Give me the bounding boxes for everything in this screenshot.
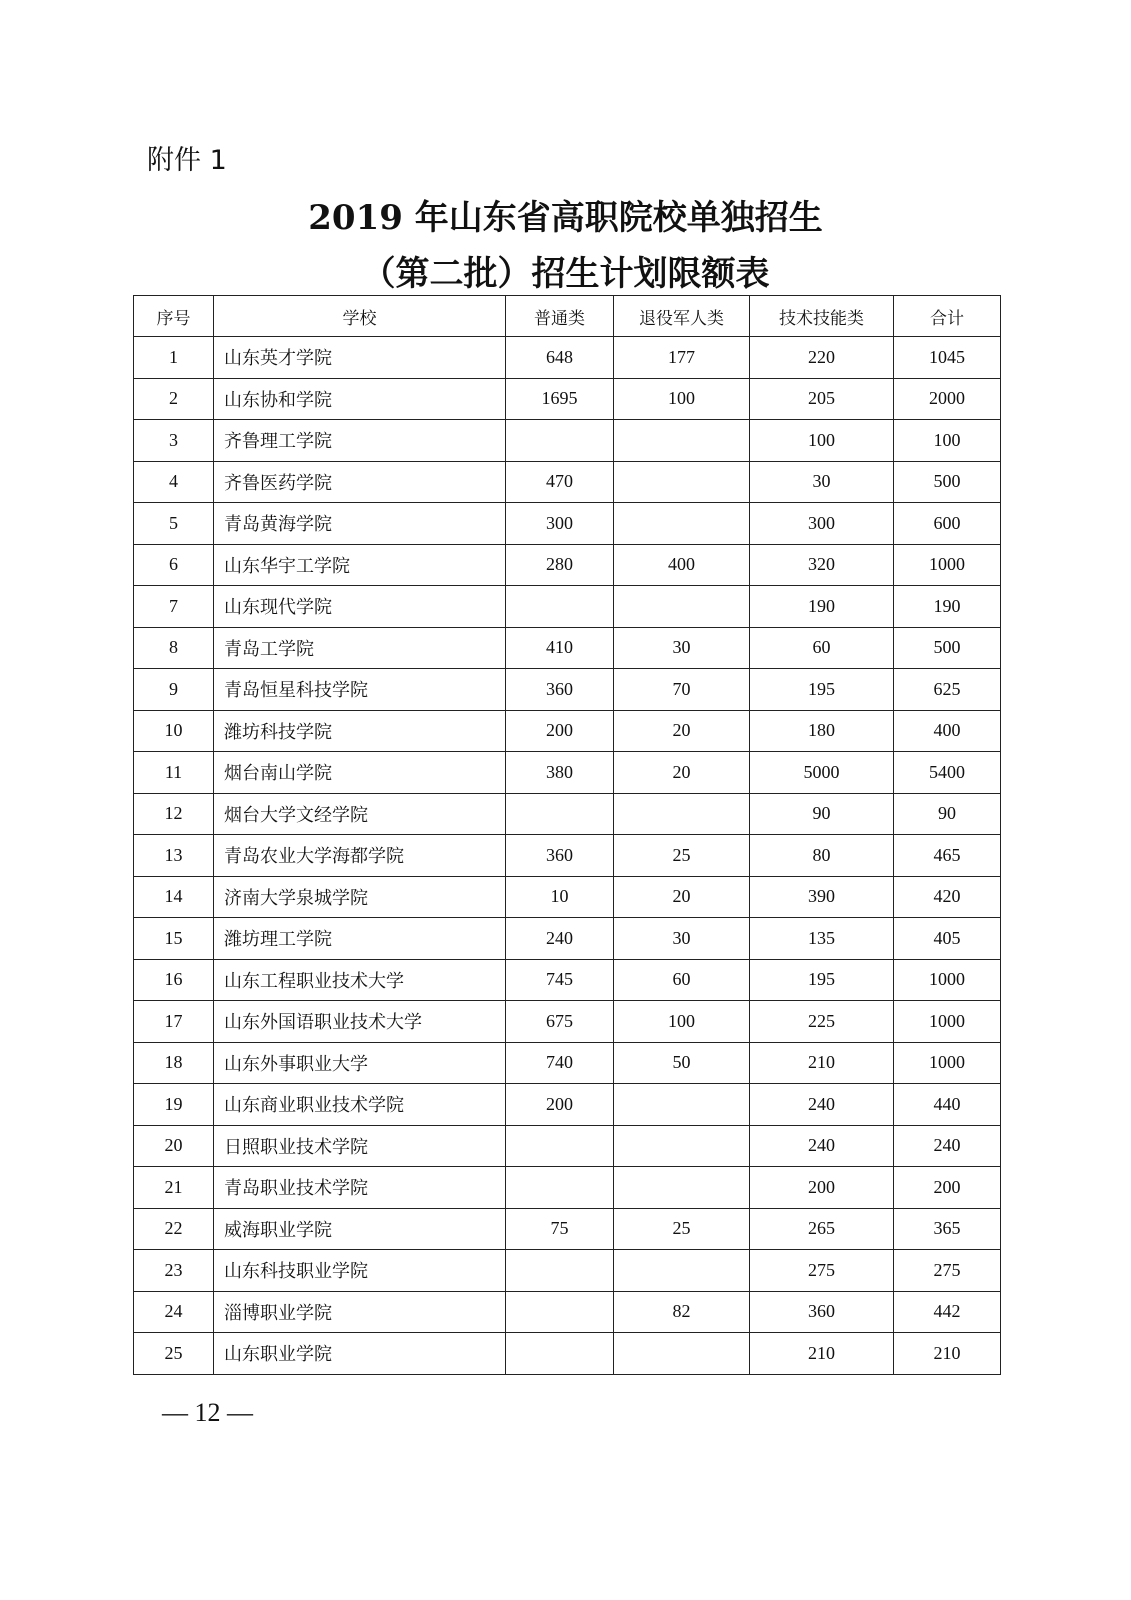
cell-total: 190 xyxy=(894,586,1001,628)
cell-technical: 300 xyxy=(750,503,894,545)
cell-total: 100 xyxy=(894,420,1001,462)
table-row xyxy=(134,1333,1001,1375)
cell-veterans: 50 xyxy=(614,1042,750,1084)
cell-total: 600 xyxy=(894,503,1001,545)
cell-veterans: 30 xyxy=(614,918,750,960)
header-index: 序号 xyxy=(134,296,214,337)
cell-technical: 210 xyxy=(750,1042,894,1084)
table-header-row xyxy=(134,296,1001,337)
table-row xyxy=(134,1250,1001,1292)
cell-technical: 80 xyxy=(750,835,894,877)
cell-index: 14 xyxy=(134,876,214,918)
cell-school: 山东外事职业大学 xyxy=(214,1042,506,1084)
cell-veterans xyxy=(614,1250,750,1292)
cell-general: 740 xyxy=(506,1042,614,1084)
cell-technical: 205 xyxy=(750,378,894,420)
cell-total: 1000 xyxy=(894,1042,1001,1084)
cell-index: 21 xyxy=(134,1167,214,1209)
cell-technical: 225 xyxy=(750,1001,894,1043)
table-row xyxy=(134,959,1001,1001)
cell-technical: 60 xyxy=(750,627,894,669)
cell-technical: 360 xyxy=(750,1291,894,1333)
cell-index: 12 xyxy=(134,793,214,835)
cell-general: 75 xyxy=(506,1208,614,1250)
enrollment-plan-table xyxy=(133,295,1001,1375)
cell-school: 山东现代学院 xyxy=(214,586,506,628)
table-row xyxy=(134,586,1001,628)
cell-general xyxy=(506,1291,614,1333)
cell-index: 9 xyxy=(134,669,214,711)
cell-total: 420 xyxy=(894,876,1001,918)
cell-general xyxy=(506,1333,614,1375)
cell-veterans: 400 xyxy=(614,544,750,586)
cell-veterans: 100 xyxy=(614,378,750,420)
cell-veterans: 30 xyxy=(614,627,750,669)
cell-total: 5400 xyxy=(894,752,1001,794)
page-number: — 12 — xyxy=(162,1398,253,1427)
cell-index: 25 xyxy=(134,1333,214,1375)
cell-technical: 220 xyxy=(750,337,894,379)
table-row xyxy=(134,918,1001,960)
cell-veterans: 60 xyxy=(614,959,750,1001)
cell-index: 22 xyxy=(134,1208,214,1250)
cell-total: 405 xyxy=(894,918,1001,960)
cell-technical: 240 xyxy=(750,1125,894,1167)
cell-technical: 210 xyxy=(750,1333,894,1375)
cell-total: 625 xyxy=(894,669,1001,711)
cell-general xyxy=(506,1250,614,1292)
cell-index: 17 xyxy=(134,1001,214,1043)
cell-general: 1695 xyxy=(506,378,614,420)
cell-general xyxy=(506,586,614,628)
cell-general: 360 xyxy=(506,835,614,877)
cell-technical: 195 xyxy=(750,959,894,1001)
cell-index: 6 xyxy=(134,544,214,586)
cell-school: 山东工程职业技术大学 xyxy=(214,959,506,1001)
cell-total: 200 xyxy=(894,1167,1001,1209)
cell-index: 18 xyxy=(134,1042,214,1084)
cell-general: 470 xyxy=(506,461,614,503)
cell-index: 10 xyxy=(134,710,214,752)
table-row xyxy=(134,1042,1001,1084)
cell-index: 20 xyxy=(134,1125,214,1167)
cell-technical: 275 xyxy=(750,1250,894,1292)
table-row xyxy=(134,1291,1001,1333)
cell-general: 360 xyxy=(506,669,614,711)
table-row xyxy=(134,337,1001,379)
table-row xyxy=(134,627,1001,669)
cell-school: 青岛工学院 xyxy=(214,627,506,669)
cell-total: 2000 xyxy=(894,378,1001,420)
cell-veterans: 70 xyxy=(614,669,750,711)
cell-total: 365 xyxy=(894,1208,1001,1250)
cell-index: 4 xyxy=(134,461,214,503)
cell-school: 淄博职业学院 xyxy=(214,1291,506,1333)
cell-total: 500 xyxy=(894,461,1001,503)
cell-technical: 240 xyxy=(750,1084,894,1126)
cell-total: 440 xyxy=(894,1084,1001,1126)
cell-veterans xyxy=(614,1167,750,1209)
cell-technical: 180 xyxy=(750,710,894,752)
cell-index: 19 xyxy=(134,1084,214,1126)
cell-technical: 30 xyxy=(750,461,894,503)
cell-veterans xyxy=(614,503,750,545)
cell-technical: 135 xyxy=(750,918,894,960)
cell-school: 威海职业学院 xyxy=(214,1208,506,1250)
cell-school: 济南大学泉城学院 xyxy=(214,876,506,918)
cell-veterans xyxy=(614,1084,750,1126)
cell-veterans: 25 xyxy=(614,1208,750,1250)
cell-index: 23 xyxy=(134,1250,214,1292)
cell-veterans: 82 xyxy=(614,1291,750,1333)
cell-technical: 190 xyxy=(750,586,894,628)
cell-general: 410 xyxy=(506,627,614,669)
cell-school: 潍坊理工学院 xyxy=(214,918,506,960)
cell-general: 200 xyxy=(506,1084,614,1126)
cell-school: 山东华宇工学院 xyxy=(214,544,506,586)
table-row xyxy=(134,1167,1001,1209)
cell-school: 山东科技职业学院 xyxy=(214,1250,506,1292)
cell-veterans xyxy=(614,586,750,628)
cell-total: 275 xyxy=(894,1250,1001,1292)
cell-index: 15 xyxy=(134,918,214,960)
table-row xyxy=(134,420,1001,462)
cell-total: 1000 xyxy=(894,1001,1001,1043)
cell-index: 13 xyxy=(134,835,214,877)
table-row xyxy=(134,461,1001,503)
cell-index: 16 xyxy=(134,959,214,1001)
cell-school: 山东职业学院 xyxy=(214,1333,506,1375)
table-row xyxy=(134,876,1001,918)
cell-technical: 320 xyxy=(750,544,894,586)
cell-index: 7 xyxy=(134,586,214,628)
cell-general: 675 xyxy=(506,1001,614,1043)
cell-general xyxy=(506,420,614,462)
cell-index: 2 xyxy=(134,378,214,420)
cell-total: 1000 xyxy=(894,959,1001,1001)
header-veterans: 退役军人类 xyxy=(614,296,750,337)
table-row xyxy=(134,1125,1001,1167)
cell-school: 烟台南山学院 xyxy=(214,752,506,794)
cell-school: 青岛恒星科技学院 xyxy=(214,669,506,711)
table-row xyxy=(134,793,1001,835)
document-title-line-1: 2019 年山东省高职院校单独招生 xyxy=(308,198,823,238)
cell-veterans xyxy=(614,420,750,462)
table-body xyxy=(134,337,1001,1375)
cell-school: 齐鲁医药学院 xyxy=(214,461,506,503)
attachment-label: 附件 1 xyxy=(147,145,227,176)
cell-total: 400 xyxy=(894,710,1001,752)
cell-school: 日照职业技术学院 xyxy=(214,1125,506,1167)
table-row xyxy=(134,835,1001,877)
cell-general: 648 xyxy=(506,337,614,379)
cell-school: 青岛农业大学海都学院 xyxy=(214,835,506,877)
cell-total: 500 xyxy=(894,627,1001,669)
cell-general: 745 xyxy=(506,959,614,1001)
cell-veterans: 20 xyxy=(614,876,750,918)
cell-school: 青岛职业技术学院 xyxy=(214,1167,506,1209)
document-title-line-2: （第二批）招生计划限额表 xyxy=(361,254,770,294)
cell-index: 5 xyxy=(134,503,214,545)
cell-veterans: 100 xyxy=(614,1001,750,1043)
cell-veterans xyxy=(614,1125,750,1167)
table-row xyxy=(134,1001,1001,1043)
header-total: 合计 xyxy=(894,296,1001,337)
cell-general: 10 xyxy=(506,876,614,918)
cell-veterans: 25 xyxy=(614,835,750,877)
cell-general: 380 xyxy=(506,752,614,794)
cell-technical: 390 xyxy=(750,876,894,918)
cell-total: 442 xyxy=(894,1291,1001,1333)
cell-technical: 5000 xyxy=(750,752,894,794)
cell-school: 烟台大学文经学院 xyxy=(214,793,506,835)
cell-general: 240 xyxy=(506,918,614,960)
cell-school: 山东英才学院 xyxy=(214,337,506,379)
cell-veterans: 20 xyxy=(614,752,750,794)
cell-school: 齐鲁理工学院 xyxy=(214,420,506,462)
cell-total: 1045 xyxy=(894,337,1001,379)
cell-school: 山东外国语职业技术大学 xyxy=(214,1001,506,1043)
cell-veterans: 20 xyxy=(614,710,750,752)
table-row xyxy=(134,669,1001,711)
cell-total: 1000 xyxy=(894,544,1001,586)
table-row xyxy=(134,1208,1001,1250)
cell-general: 280 xyxy=(506,544,614,586)
cell-index: 1 xyxy=(134,337,214,379)
table-row xyxy=(134,1084,1001,1126)
cell-technical: 265 xyxy=(750,1208,894,1250)
cell-school: 山东商业职业技术学院 xyxy=(214,1084,506,1126)
cell-total: 210 xyxy=(894,1333,1001,1375)
cell-veterans xyxy=(614,461,750,503)
cell-veterans xyxy=(614,793,750,835)
header-school: 学校 xyxy=(214,296,506,337)
table-row xyxy=(134,710,1001,752)
cell-school: 青岛黄海学院 xyxy=(214,503,506,545)
cell-veterans xyxy=(614,1333,750,1375)
cell-total: 90 xyxy=(894,793,1001,835)
cell-general xyxy=(506,1167,614,1209)
cell-technical: 200 xyxy=(750,1167,894,1209)
cell-veterans: 177 xyxy=(614,337,750,379)
cell-school: 潍坊科技学院 xyxy=(214,710,506,752)
header-technical: 技术技能类 xyxy=(750,296,894,337)
cell-general: 200 xyxy=(506,710,614,752)
cell-technical: 90 xyxy=(750,793,894,835)
table-row xyxy=(134,503,1001,545)
cell-index: 3 xyxy=(134,420,214,462)
cell-school: 山东协和学院 xyxy=(214,378,506,420)
header-general: 普通类 xyxy=(506,296,614,337)
cell-total: 465 xyxy=(894,835,1001,877)
cell-general xyxy=(506,1125,614,1167)
cell-index: 8 xyxy=(134,627,214,669)
table-row xyxy=(134,544,1001,586)
cell-index: 24 xyxy=(134,1291,214,1333)
cell-total: 240 xyxy=(894,1125,1001,1167)
cell-index: 11 xyxy=(134,752,214,794)
table-row xyxy=(134,752,1001,794)
cell-technical: 195 xyxy=(750,669,894,711)
table-row xyxy=(134,378,1001,420)
cell-technical: 100 xyxy=(750,420,894,462)
cell-general: 300 xyxy=(506,503,614,545)
cell-general xyxy=(506,793,614,835)
